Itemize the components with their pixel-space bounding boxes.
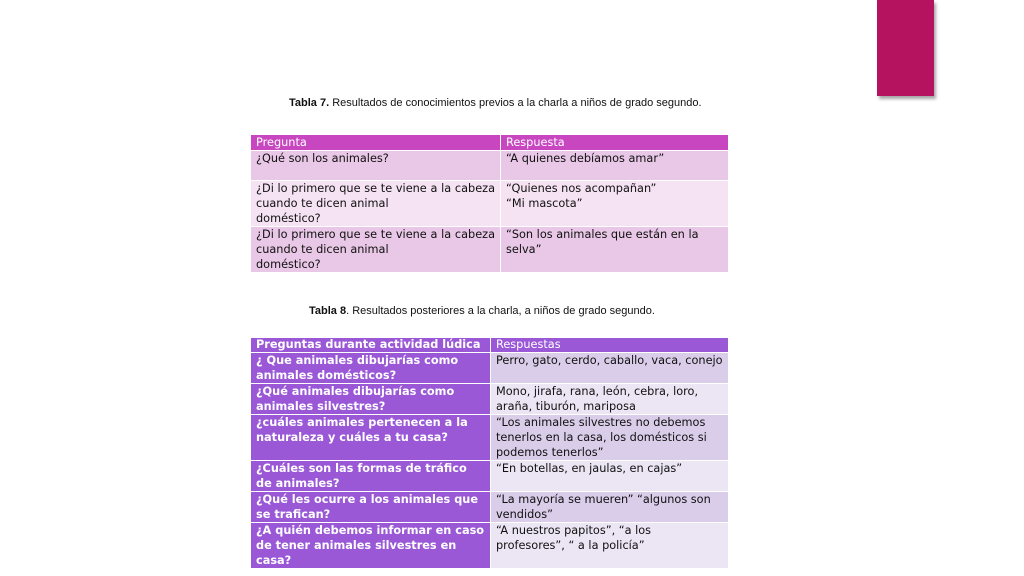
table-row: [251, 151, 729, 181]
table-row: [251, 181, 729, 227]
question-line: ¿Di lo primero que se te viene a la: [256, 182, 452, 195]
table-row: [251, 415, 729, 461]
table8-caption-label: Tabla 8: [309, 305, 347, 317]
table8-answer-cell: Mono, jirafa, rana, león, cebra, loro, araña, tiburón, mariposa: [491, 384, 729, 415]
table7-question-cell: [251, 181, 501, 227]
table8-caption-text: . Resultados posteriores a la charla, a niños de grado segundo.: [346, 305, 655, 317]
table7: [250, 134, 729, 273]
table-row: [251, 227, 729, 273]
table8-question-cell: ¿Cuáles son las formas de tráfico de animales?: [251, 461, 491, 492]
table7-header-answer: Respuesta: [501, 135, 729, 151]
answer-line: “A quienes debíamos amar”: [506, 152, 665, 165]
table8-question-cell: ¿A quién debemos informar en caso de tener animales silvestres en casa?: [251, 523, 491, 569]
question-line: doméstico?: [256, 212, 321, 225]
table7-question-cell: [251, 227, 501, 273]
table7-answer-cell: [501, 151, 729, 181]
table7-caption-text: Resultados de conocimientos previos a la charla a niños de grado segundo.: [329, 97, 702, 109]
table8-header-answer: Respuestas: [491, 338, 729, 353]
table7-caption: [289, 97, 702, 109]
question-line: doméstico?: [256, 258, 321, 271]
answer-line: “Quienes nos acompañan”: [506, 182, 657, 195]
question-line: ¿Di lo primero que se te viene a la: [256, 228, 452, 241]
table-row: [251, 384, 729, 415]
table-row: [251, 353, 729, 384]
table8-answer-cell: “En botellas, en jaulas, en cajas”: [491, 461, 729, 492]
answer-line: “Son los animales que están en la: [506, 228, 699, 241]
table8-question-cell: ¿Qué les ocurre a los animales que se trafican?: [251, 492, 491, 523]
answer-line: “Mi mascota”: [506, 197, 583, 210]
table8-answer-cell: “La mayoría se mueren” “algunos son vendidos”: [491, 492, 729, 523]
table7-answer-cell: [501, 227, 729, 273]
table8: [250, 337, 729, 569]
table8-header-question: Preguntas durante actividad lúdica: [251, 338, 491, 353]
table8-header-row: [251, 338, 729, 353]
question-line: cabeza cuando te dicen animal: [256, 228, 495, 256]
table8-caption: [309, 305, 655, 317]
table8-answer-cell: Perro, gato, cerdo, caballo, vaca, conejo: [491, 353, 729, 384]
table8-question-cell: ¿ Que animales dibujarías como animales domésticos?: [251, 353, 491, 384]
question-line: cabeza cuando te dicen animal: [256, 182, 495, 210]
table7-caption-label: Tabla 7.: [289, 97, 330, 109]
table7-question-cell: ¿Qué son los animales?: [251, 151, 501, 181]
table7-answer-cell: [501, 181, 729, 227]
answer-line: selva”: [506, 243, 542, 256]
table-row: [251, 492, 729, 523]
table8-question-cell: ¿Qué animales dibujarías como animales silvestres?: [251, 384, 491, 415]
table7-header-row: [251, 135, 729, 151]
slide-accent-bar: [877, 0, 934, 96]
table7-header-question: Pregunta: [251, 135, 501, 151]
table8-answer-cell: “A nuestros papitos”, “a los profesores”, “ a la policía”: [491, 523, 729, 569]
table8-answer-cell: “Los animales silvestres no debemos tenerlos en la casa, los domésticos si podemos tenerlos”: [491, 415, 729, 461]
table-row: [251, 523, 729, 569]
table8-question-cell: ¿cuáles animales pertenecen a la naturaleza y cuáles a tu casa?: [251, 415, 491, 461]
table-row: [251, 461, 729, 492]
